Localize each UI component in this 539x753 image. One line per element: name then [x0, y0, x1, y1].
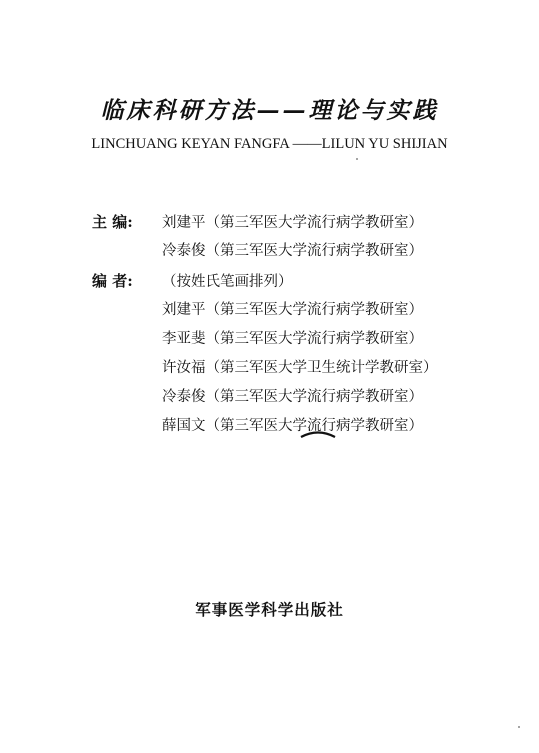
editors-label: 编 者: [92, 272, 133, 290]
editor-name: 许汝福（第三军医大学卫生统计学教研室） [162, 360, 438, 376]
editor-name: 李亚斐（第三军医大学流行病学教研室） [162, 331, 423, 347]
publisher-name: 军事医学科学出版社 [195, 600, 344, 619]
scan-speck [518, 726, 520, 728]
scan-mark [300, 430, 336, 438]
chief-editor-name: 刘建平（第三军医大学流行病学教研室） [162, 215, 423, 231]
scan-speck [356, 158, 358, 160]
editor-name: 冷泰俊（第三军医大学流行病学教研室） [162, 389, 423, 405]
book-title-chinese: 临床科研方法——理论与实践 [100, 97, 439, 124]
book-title-pinyin: LINCHUANG KEYAN FANGFA ——LILUN YU SHIJIAN [91, 136, 448, 152]
chief-editors-label: 主 编: [92, 213, 133, 231]
chief-editor-name: 冷泰俊（第三军医大学流行病学教研室） [162, 243, 423, 259]
editor-name: 刘建平（第三军医大学流行病学教研室） [162, 302, 423, 318]
editors-order-note: （按姓氏笔画排列） [162, 274, 293, 290]
editor-name: 薛国文（第三军医大学流行病学教研室） [162, 418, 423, 434]
